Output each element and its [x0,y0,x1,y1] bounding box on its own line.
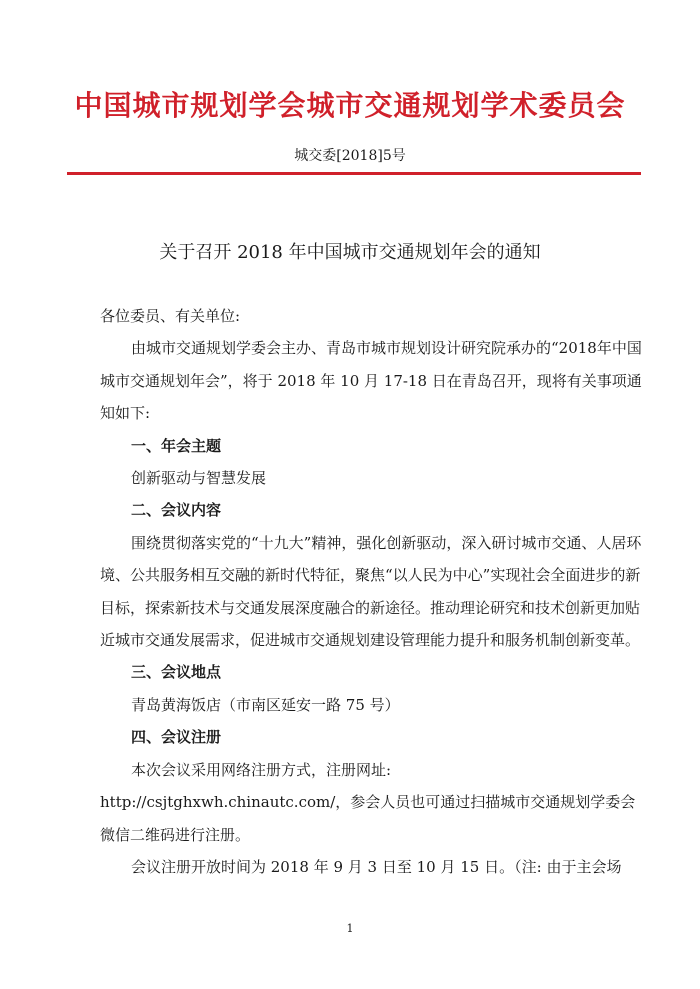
section-text-theme: 创新驱动与智慧发展 [131,469,267,488]
notice-title: 关于召开 2018 年中国城市交通规划年会的通知 [159,242,541,263]
section-text-registration-method: 本次会议采用网络注册方式，注册网址: http://csjtghxwh.chinautc.com/，参会人员也可通过扫描城市交通规划学委会微信二维码进行注册。 [100,760,636,844]
organization-title: 中国城市规划学会城市交通规划学术委员会 [74,89,626,122]
intro-paragraph: 由城市交通规划学委会主办、青岛市城市规划设计研究院承办的“2018年中国城市交通规划年会”，将于 2018 年 10 月 17-18 日在青岛召开，现将有关事项通知如下: [100,339,642,423]
section-heading-venue: 三、会议地点 [131,663,222,682]
greeting: 各位委员、有关单位: [100,307,241,325]
page-number: 1 [346,922,354,935]
section-heading-registration: 四、会议注册 [131,728,222,747]
section-text-content: 围绕贯彻落实党的“十九大”精神，强化创新驱动，深入研讨城市交通、人居环境、公共服务相互交融的新时代特征，聚焦“以人民为中心”实现社会全面进步的新目标，探索新技术与交通发展深度融合的新途径。推动理论研究和技术创新更加贴近城市交通发展需求，促进城市交通规划建设管理能力提升和服务机制创新变革。 [100,533,642,650]
notice-body [100,300,645,883]
section-text-venue: 青岛黄海饭店（市南区延安一路 75 号） [131,695,400,714]
red-divider [67,172,641,175]
section-heading-content: 二、会议内容 [131,501,222,520]
section-heading-theme: 一、年会主题 [131,436,222,455]
section-text-registration-period: 会议注册开放时间为 2018 年 9 月 3 日至 10 月 15 日。（注: 由于主会场 [131,857,622,876]
document-number: 城交委[2018]5号 [294,148,406,164]
